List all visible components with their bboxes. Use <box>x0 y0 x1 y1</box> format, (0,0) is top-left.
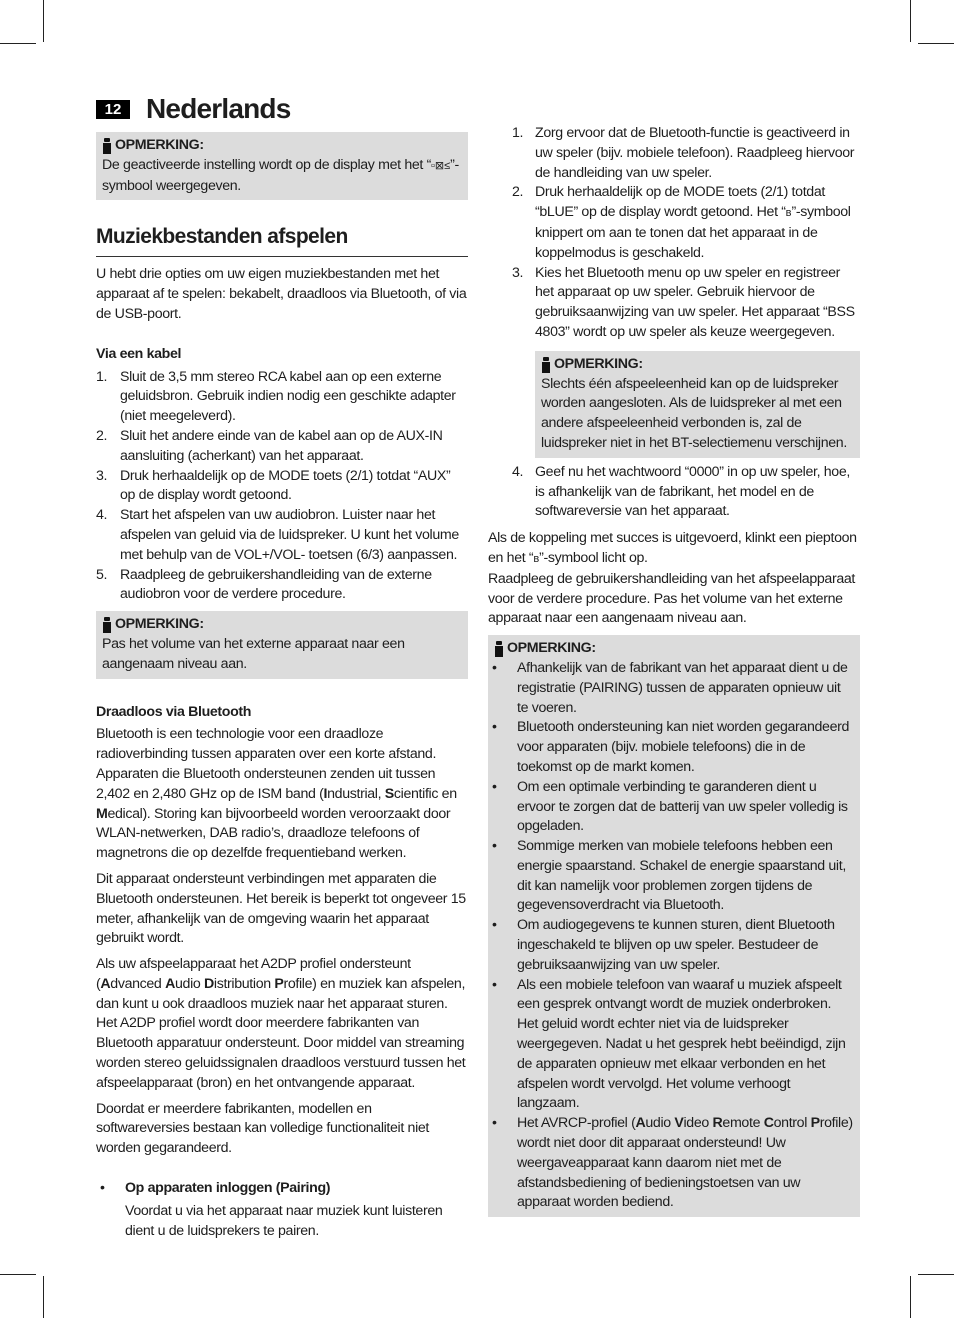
success-paragraph: Raadpleeg de gebruikershandleiding van het afspeelapparaat voor de verdere procedure. Pas het volume van het externe apparaat naar een aangenaam niveau aan. <box>488 570 855 627</box>
cable-steps <box>96 368 468 606</box>
note-box <box>535 351 860 458</box>
note-text: De geactiveerde instelling wordt op de display met het “▫⊠≤”-symbool weergegeven. <box>102 156 459 194</box>
left-column <box>96 92 468 1241</box>
crop-mark <box>43 0 44 42</box>
crop-mark <box>0 1274 36 1275</box>
list-item: 4. Geef nu het wachtwoord “0000” in op uw speler, hoe, is afhankelijk van de fabrikant, het model en de softwareversie van het apparaat. <box>512 463 850 520</box>
list-item: 3. Kies het Bluetooth menu op uw speler en registreer het apparaat op uw speler. Gebruik hiervoor de gebruiksaanwijzing van uw speler. Het apparaat “BSS 4803” wordt op uw speler als keuze weergegeven. <box>512 264 855 340</box>
page-number: 12 <box>96 100 130 119</box>
note-title: OPMERKING: <box>554 355 643 372</box>
note-title: OPMERKING: <box>115 616 204 633</box>
crop-mark <box>43 1276 44 1318</box>
bluetooth-paragraph: Doordat er meerdere fabrikanten, modellen en softwareversies bestaan kan volledige functionaliteit niet worden gegarandeerd. <box>96 1100 430 1157</box>
pairing-title: Op apparaten inloggen (Pairing) <box>125 1180 331 1197</box>
note-box <box>96 132 468 200</box>
list-item: • Het AVRCP-profiel (Audio Video Remote Control Profile) wordt niet door dit apparaat ondersteund! Uw weergaveapparaat kann daarom niet met de afstandsbediening of bedieningstoetsen van uw apparaat worden bediend. <box>492 1115 853 1211</box>
pairing-steps <box>488 463 860 522</box>
right-column <box>488 124 860 1217</box>
info-icon <box>102 617 112 633</box>
list-item: • Bluetooth ondersteuning kan niet worden gegarandeerd voor apparaten (bijv. mobiele telefoons) die in de toekomst op de markt komen. <box>492 719 850 775</box>
crop-mark <box>918 43 954 44</box>
aux-symbol-icon: ▫⊠≤ <box>430 159 451 172</box>
list-item: • Sommige merken van mobiele telefoons hebben een energie spaarstand. Schakel de energie spaarstand uit, dit kan namelijk voor problemen zorgen tijdens de gegevensoverdracht via Bluetooth. <box>492 838 846 914</box>
list-item: 1. Sluit de 3,5 mm stereo RCA kabel aan op een externe geluidsbron. Gebruik indien nodig een geschikte adapter (niet meegeleverd). <box>96 368 456 425</box>
note-title: OPMERKING: <box>507 640 596 657</box>
bluetooth-paragraph: Als uw afspeelapparaat het A2DP profiel ondersteunt (Advanced Audio Distribution Profile) en muziek kan afspelen, dan kunt u ook draadloos muziek naar het apparaat sturen. Het A2DP profiel wordt door meerdere fabrikanten van Bluetooth apparatuur ondersteunt. Door middel van streaming worden stereo geluidssignalen draadloos verstuurd tussen het afspeelapparaat (bron) en het ontvangende apparaat. <box>96 956 466 1091</box>
list-item: 2. Druk herhaaldelijk op de MODE toets (2/1) totdat “bLUE” op de display wordt getoond. Het “ʙ”-symbool knippert om aan te tonen dat het apparaat in de koppelmodus is geschakeld. <box>512 184 851 261</box>
note-list <box>488 659 854 1213</box>
bluetooth-icon: ʙ <box>533 552 540 565</box>
section-heading: Muziekbestanden afspelen <box>96 222 468 257</box>
crop-mark <box>918 1274 954 1275</box>
list-item: • Afhankelijk van de fabrikant van het apparaat dient u de registratie (PAIRING) tussen de apparaten opnieuw uit te voeren. <box>492 659 848 716</box>
pairing-steps <box>488 124 860 343</box>
list-item: 3. Druk herhaaldelijk op de MODE toets (2/1) totdat “AUX” op de display wordt getoond. <box>96 467 451 504</box>
page-title: Nederlands <box>146 93 291 124</box>
info-icon <box>102 138 112 154</box>
crop-mark <box>0 43 36 44</box>
list-item: • Als een mobiele telefoon van waaraf u muziek afspeelt een gesprek ontvangt wordt de muziek onderbroken. Het geluid wordt echter niet via de luidspreker weergegeven. Nadat u het gesprek hebt beëindigd, zijn de apparaten opnieuw met elkaar verbonden en het afspelen wordt vervolgd. Het volume verhoogt langzaam. <box>492 976 846 1112</box>
page-header <box>96 92 468 126</box>
info-icon <box>541 357 551 373</box>
pairing-list <box>96 1179 468 1241</box>
bluetooth-paragraph: Bluetooth is een technologie voor een draadloze radioverbinding tussen apparaten over een korte afstand. Apparaten die Bluetooth ondersteunen zenden uit tussen 2,402 en 2,480 GHz op de ISM band (Industrial, Scientific en Medical). Storing kan bijvoorbeeld worden veroorzaakt door WLAN-netwerken, DAB radio’s, draadloze telefoons of magnetrons die op dezelfde frequentieband werken. <box>96 726 457 862</box>
note-text: Pas het volume van het externe apparaat naar een aangenaam niveau aan. <box>102 635 405 672</box>
bluetooth-icon: ʙ <box>785 207 792 220</box>
bluetooth-paragraph: Dit apparaat ondersteunt verbindingen met apparaten die Bluetooth ondersteunen. Het bereik is beperkt tot ongeveer 15 meter, afhankelijk van de omgeving waarin het apparaat gebruikt wordt. <box>96 870 466 947</box>
list-item: 4. Start het afspelen van uw audiobron. Luister naar het afspelen van geluid via de luidspreker. U kunt het volume met behulp van de VOL+/VOL- toetsen (6/3) aanpassen. <box>96 507 459 563</box>
note-title: OPMERKING: <box>115 137 204 153</box>
list-item: 1. Zorg ervoor dat de Bluetooth-functie is geactiveerd in uw speler (bijv. mobiele telefoon). Raadpleeg hiervoor de handleiding van uw speler. <box>512 125 855 181</box>
list-item: • Op apparaten inloggen (Pairing) Voordat u via het apparaat naar muziek kunt luisteren dient u de luidsprekers te pairen. <box>96 1179 468 1241</box>
list-item: • Om audiogegevens te kunnen sturen, dient Bluetooth ingeschakeld te blijven op uw speler. Bestudeer de gebruiksaanwijzing van uw speler. <box>492 917 835 973</box>
list-item: 5. Raadpleeg de gebruikershandleiding van de externe audiobron voor de verdere procedure. <box>96 566 432 603</box>
crop-mark <box>910 1276 911 1318</box>
note-text: Slechts één afspeeleenheid kan op de luidspreker worden aangesloten. Als de luidspreker al met een andere afspeeleenheid verbonden is, zal de luidspreker niet in het BT-selectiemenu verschijnen. <box>541 375 847 451</box>
pairing-text: Voordat u via het apparaat naar muziek kunt luisteren dient u de luidsprekers te pairen. <box>125 1202 443 1239</box>
note-box <box>96 611 468 678</box>
subheading-cable: Via een kabel <box>96 345 182 362</box>
list-item: • Om een optimale verbinding te garanderen dient u ervoor te zorgen dat de batterij van uw speler volledig is opgeladen. <box>492 778 848 835</box>
success-paragraph: Als de koppeling met succes is uitgevoerd, klinkt een pieptoon en het “ʙ”-symbool licht op. <box>488 529 860 570</box>
intro-paragraph: U hebt drie opties om uw eigen muziekbestanden met het apparaat af te spelen: bekabelt, draadloos via Bluetooth, of via de USB-poort. <box>96 266 467 322</box>
info-icon <box>494 641 504 657</box>
crop-mark <box>910 0 911 42</box>
subheading-bluetooth: Draadloos via Bluetooth <box>96 703 252 720</box>
note-box <box>488 635 860 1217</box>
list-item: 2. Sluit het andere einde van de kabel aan op de AUX-IN aansluiting (acherkant) van het apparaat. <box>96 427 443 464</box>
